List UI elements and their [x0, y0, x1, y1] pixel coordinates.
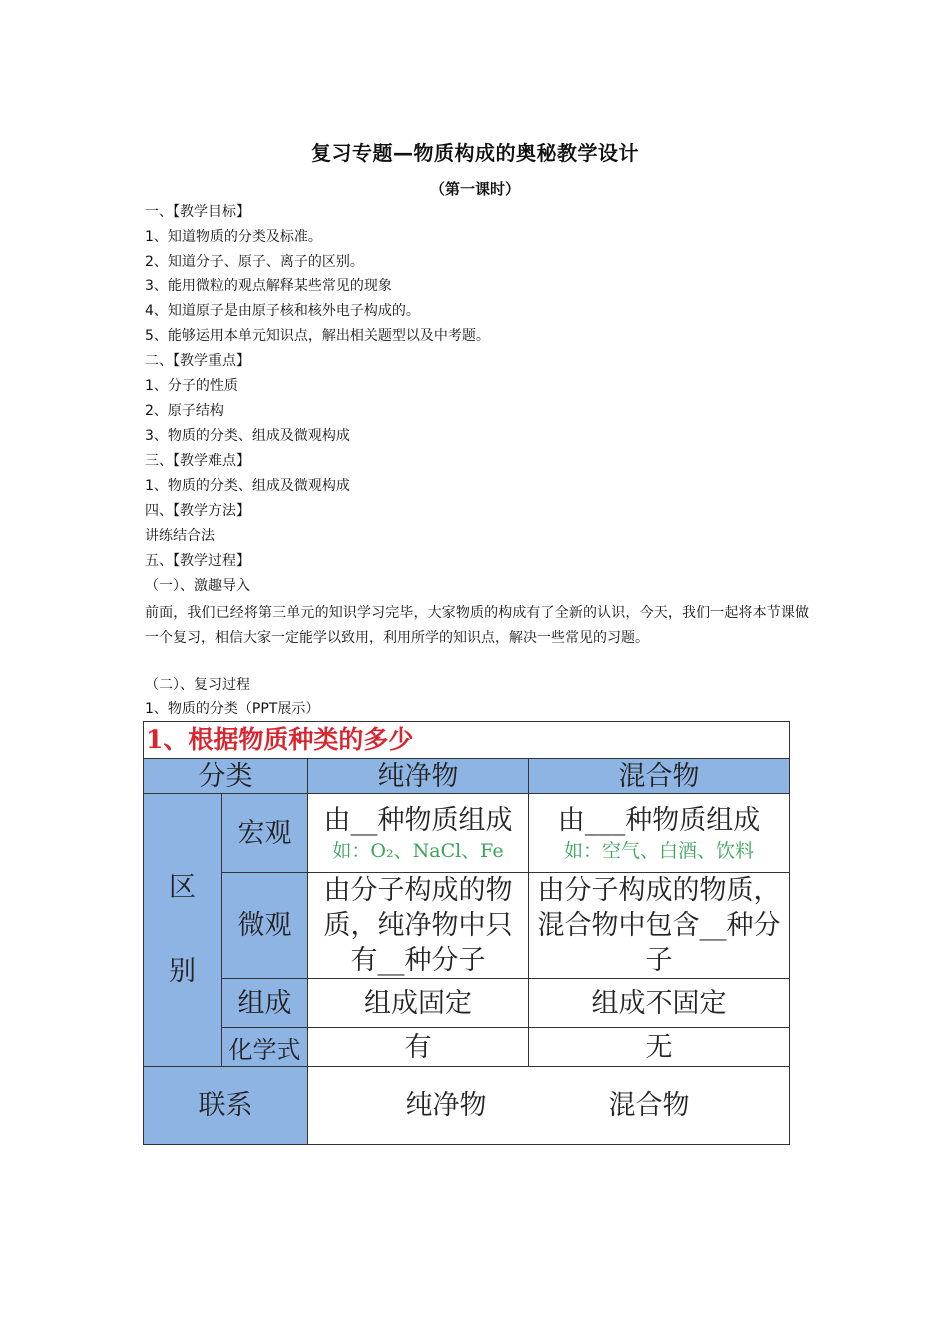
macro-pure [308, 794, 529, 873]
header-mixture: 混合物 [529, 759, 789, 794]
page-title: 复习专题—物质构成的奥秘教学设计 [311, 141, 639, 165]
formula-label: 化学式 [222, 1028, 308, 1067]
text-line-18: 1、物质的分类（PPT展示） [145, 701, 320, 717]
text-line-17: （二）、复习过程 [145, 677, 250, 693]
text-line-4: 3、能用微粒的观点解释某些常见的现象 [145, 278, 392, 294]
text-line-15: 五、【教学过程】 [145, 553, 250, 569]
composition-pure: 组成固定 [308, 979, 529, 1028]
macro-mixture [529, 794, 789, 873]
header-category: 分类 [144, 759, 308, 794]
text-line-14: 讲练结合法 [145, 528, 215, 544]
ppt-slide-table [143, 721, 790, 1145]
text-line-16: （一）、激趣导入 [145, 578, 250, 594]
macro-label: 宏观 [222, 794, 308, 873]
micro-pure: 由分子构成的物质，纯净物中只有__种分子 [308, 873, 529, 979]
text-line-5: 4、知道原子是由原子核和核外电子构成的。 [145, 303, 420, 319]
text-line-9: 2、原子结构 [145, 403, 224, 419]
header-pure: 纯净物 [308, 759, 529, 794]
ppt-title: 1、根据物质种类的多少 [144, 722, 789, 759]
macro-mixture-text: 由___种物质组成 [557, 804, 761, 836]
composition-mixture: 组成不固定 [529, 979, 789, 1028]
formula-mixture: 无 [529, 1028, 789, 1067]
text-line-3: 2、知道分子、原子、离子的区别。 [145, 254, 364, 270]
text-line-1: 一、【教学目标】 [145, 204, 250, 220]
text-line-2: 1、知道物质的分类及标准。 [145, 229, 322, 245]
macro-pure-example: 如：O₂、NaCl、Fe [332, 839, 504, 862]
formula-pure: 有 [308, 1028, 529, 1067]
intro-paragraph: 前面，我们已经将第三单元的知识学习完毕，大家物质的构成有了全新的认识，今天，我们一起将本节课做一个复习，相信大家一定能学以致用，利用所学的知识点，解决一些常见的习题。 [145, 605, 809, 646]
text-line-11: 三、【教学难点】 [145, 453, 250, 469]
relation-label: 联系 [144, 1067, 308, 1144]
text-line-7: 二、【教学重点】 [145, 353, 250, 369]
micro-label: 微观 [222, 873, 308, 979]
micro-mixture: 由分子构成的物质，混合物中包含__种分子 [529, 873, 789, 979]
macro-pure-text: 由__种物质组成 [323, 804, 513, 836]
text-line-8: 1、分子的性质 [145, 378, 238, 394]
text-line-6: 5、能够运用本单元知识点，解出相关题型以及中考题。 [145, 328, 490, 344]
text-line-13: 四、【教学方法】 [145, 503, 250, 519]
diff-label: 区别 [144, 794, 222, 1067]
relation-pure: 纯净物 [405, 1090, 487, 1121]
page-subtitle: （第一课时） [429, 180, 520, 198]
composition-label: 组成 [222, 979, 308, 1028]
text-line-12: 1、物质的分类、组成及微观构成 [145, 478, 350, 494]
text-line-10: 3、物质的分类、组成及微观构成 [145, 428, 350, 444]
relation-mixture: 混合物 [608, 1090, 690, 1121]
macro-mixture-example: 如：空气、白酒、饮料 [563, 839, 754, 862]
